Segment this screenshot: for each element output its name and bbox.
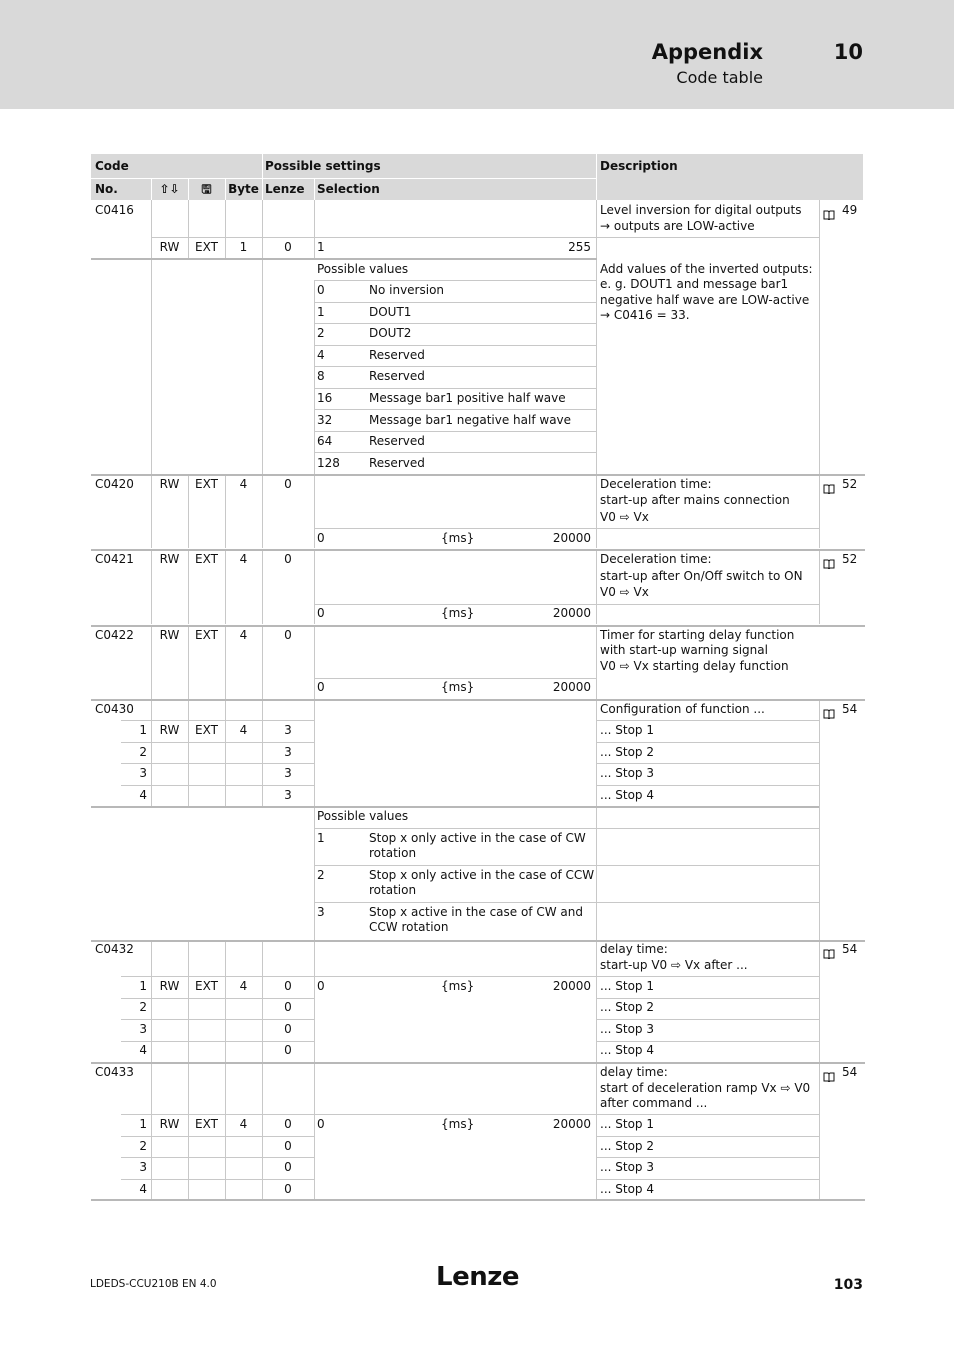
sub-desc: ... Stop 2: [600, 1000, 654, 1014]
lenze-value: 0: [284, 240, 292, 254]
storage-ext: EXT: [195, 723, 218, 737]
desc-line: start-up after On/Off switch to ON: [600, 569, 803, 583]
access-rw: RW: [159, 477, 180, 491]
byte-value: 4: [239, 979, 248, 993]
desc-line: with start-up warning signal: [600, 643, 768, 657]
value-code: 2: [317, 868, 325, 882]
sub-desc: ... Stop 3: [600, 766, 654, 780]
desc-line: V0 ⇨ Vx: [600, 510, 649, 524]
desc-line: start of deceleration ramp Vx ⇨ V0: [600, 1081, 811, 1095]
code-c0420: C0420: [95, 477, 134, 491]
value-text: Message bar1 negative half wave: [369, 413, 572, 427]
code-c0421: C0421: [95, 552, 134, 566]
book-icon: [823, 704, 835, 714]
lenze-value: 3: [284, 723, 292, 737]
book-icon: [823, 479, 835, 489]
desc-line: Level inversion for digital outputs: [600, 203, 802, 217]
access-rw: RW: [159, 1117, 180, 1131]
access-rw: RW: [159, 240, 180, 254]
section-subtitle: Code table: [676, 68, 763, 87]
value-text: No inversion: [369, 283, 445, 297]
range-max: 20000: [552, 1117, 591, 1131]
storage-ext: EXT: [195, 628, 218, 642]
value-text: CCW rotation: [369, 920, 449, 934]
value-text: Stop x active in the case of CW and: [369, 905, 583, 919]
storage-ext: EXT: [195, 240, 218, 254]
page-ref[interactable]: 52: [842, 552, 858, 566]
lenze-value: 0: [284, 552, 292, 566]
value-code: 128: [317, 456, 340, 470]
desc-line: start-up V0 ⇨ Vx after ...: [600, 958, 748, 972]
value-text: Reserved: [369, 456, 425, 470]
value-text: Stop x only active in the case of CCW: [369, 868, 595, 882]
byte-value: 4: [239, 477, 248, 491]
byte-value: 4: [239, 1117, 248, 1131]
access-rw: RW: [159, 628, 180, 642]
value-code: 1: [317, 831, 325, 845]
desc-line: delay time:: [600, 1065, 668, 1079]
code-c0422: C0422: [95, 628, 134, 642]
possible-values-label: Possible values: [317, 262, 409, 276]
subcode: 4: [139, 1043, 147, 1057]
desc-line: V0 ⇨ Vx: [600, 585, 649, 599]
access-rw: RW: [159, 552, 180, 566]
access-rw: RW: [159, 723, 180, 737]
page-ref[interactable]: 54: [842, 942, 858, 956]
subcode: 1: [139, 979, 147, 993]
range-max: 20000: [552, 979, 591, 993]
note-line: negative half wave are LOW-active: [600, 293, 810, 307]
value-code: 3: [317, 905, 325, 919]
col-no: No.: [95, 182, 118, 196]
range-unit: {ms}: [441, 979, 475, 993]
range-unit: {ms}: [441, 1117, 475, 1131]
subcode: 3: [139, 1022, 147, 1036]
range-max: 20000: [552, 680, 591, 694]
subcode: 3: [139, 1160, 147, 1174]
sub-desc: ... Stop 2: [600, 1139, 654, 1153]
access-rw: RW: [159, 979, 180, 993]
storage-ext: EXT: [195, 979, 218, 993]
note-line: → C0416 = 33.: [600, 308, 690, 322]
range-min: 0: [317, 531, 325, 545]
subcode: 2: [139, 745, 147, 759]
col-possible-settings: Possible settings: [265, 159, 381, 173]
subcode: 2: [139, 1139, 147, 1153]
subcode: 1: [139, 723, 147, 737]
sub-desc: ... Stop 2: [600, 745, 654, 759]
lenze-value: 0: [284, 1182, 292, 1196]
value-text: Reserved: [369, 434, 425, 448]
byte-value: 4: [239, 552, 248, 566]
header-band: [0, 0, 954, 109]
range-min: 0: [317, 979, 325, 993]
lenze-value: 0: [284, 1022, 292, 1036]
code-c0430: C0430: [95, 702, 134, 716]
range-min: 0: [317, 1117, 325, 1131]
range-max: 255: [568, 240, 591, 254]
sub-desc: ... Stop 1: [600, 723, 654, 737]
book-icon: [823, 205, 835, 215]
value-code: 64: [317, 434, 333, 448]
sub-desc: ... Stop 3: [600, 1022, 654, 1036]
lenze-logo: Lenze: [436, 1262, 519, 1292]
value-text: Reserved: [369, 369, 425, 383]
col-code: Code: [95, 159, 129, 173]
value-text: rotation: [369, 883, 417, 897]
value-text: DOUT1: [369, 305, 412, 319]
page-ref[interactable]: 54: [842, 702, 858, 716]
lenze-value: 0: [284, 1043, 292, 1057]
col-byte: Byte: [228, 182, 259, 196]
desc-line: → outputs are LOW-active: [600, 219, 755, 233]
page-ref[interactable]: 52: [842, 477, 858, 491]
range-unit: {ms}: [441, 531, 475, 545]
value-code: 32: [317, 413, 333, 427]
sub-desc: ... Stop 4: [600, 1043, 654, 1057]
value-code: 0: [317, 283, 325, 297]
value-text: rotation: [369, 846, 417, 860]
subcode: 3: [139, 766, 147, 780]
book-icon: [823, 1067, 835, 1077]
subcode: 1: [139, 1117, 147, 1131]
col-selection: Selection: [317, 182, 380, 196]
sub-desc: ... Stop 4: [600, 1182, 654, 1196]
value-text: Message bar1 positive half wave: [369, 391, 566, 405]
lenze-value: 0: [284, 979, 292, 993]
range-unit: {ms}: [441, 606, 475, 620]
value-text: DOUT2: [369, 326, 412, 340]
lenze-value: 0: [284, 477, 292, 491]
value-text: Reserved: [369, 348, 425, 362]
lenze-value: 3: [284, 745, 292, 759]
subcode: 2: [139, 1000, 147, 1014]
desc-line: Configuration of function ...: [600, 702, 765, 716]
page-ref[interactable]: 49: [842, 203, 858, 217]
note-line: Add values of the inverted outputs:: [600, 262, 813, 276]
col-save: 🖫: [201, 182, 212, 196]
desc-line: Timer for starting delay function: [600, 628, 795, 642]
range-min: 0: [317, 680, 325, 694]
desc-line: Deceleration time:: [600, 477, 712, 491]
storage-ext: EXT: [195, 1117, 218, 1131]
value-code: 1: [317, 305, 325, 319]
page-ref[interactable]: 54: [842, 1065, 858, 1079]
book-icon: [823, 944, 835, 954]
storage-ext: EXT: [195, 552, 218, 566]
sub-desc: ... Stop 1: [600, 979, 654, 993]
subcode: 4: [139, 1182, 147, 1196]
sub-desc: ... Stop 4: [600, 788, 654, 802]
byte-value: 4: [239, 628, 248, 642]
value-code: 2: [317, 326, 325, 340]
subcode: 4: [139, 788, 147, 802]
byte-value: 4: [239, 723, 248, 737]
range-unit: {ms}: [441, 680, 475, 694]
chapter-number: 10: [833, 40, 863, 64]
book-icon: [823, 554, 835, 564]
possible-values-label: Possible values: [317, 809, 409, 823]
range-min: 1: [317, 240, 325, 254]
col-arrows: ⇧⇩: [159, 182, 180, 196]
code-c0433: C0433: [95, 1065, 134, 1079]
range-min: 0: [317, 606, 325, 620]
lenze-value: 3: [284, 788, 292, 802]
value-code: 8: [317, 369, 325, 383]
value-code: 16: [317, 391, 333, 405]
range-max: 20000: [552, 606, 591, 620]
range-max: 20000: [552, 531, 591, 545]
document-id: LDEDS-CCU210B EN 4.0: [90, 1278, 217, 1290]
page-number: 103: [833, 1277, 863, 1293]
sub-desc: ... Stop 3: [600, 1160, 654, 1174]
col-lenze: Lenze: [265, 182, 305, 196]
lenze-value: 0: [284, 1000, 292, 1014]
desc-line: after command ...: [600, 1096, 708, 1110]
code-c0432: C0432: [95, 942, 134, 956]
desc-line: Deceleration time:: [600, 552, 712, 566]
lenze-value: 0: [284, 1139, 292, 1153]
col-description: Description: [600, 159, 678, 173]
value-text: Stop x only active in the case of CW: [369, 831, 586, 845]
lenze-value: 3: [284, 766, 292, 780]
code-c0416: C0416: [95, 203, 134, 217]
lenze-value: 0: [284, 628, 292, 642]
desc-line: delay time:: [600, 942, 668, 956]
lenze-value: 0: [284, 1160, 292, 1174]
note-line: e. g. DOUT1 and message bar1: [600, 277, 789, 291]
storage-ext: EXT: [195, 477, 218, 491]
desc-line: start-up after mains connection: [600, 493, 790, 507]
byte-value: 1: [239, 240, 248, 254]
value-code: 4: [317, 348, 325, 362]
lenze-value: 0: [284, 1117, 292, 1131]
section-title: Appendix: [651, 40, 763, 64]
sub-desc: ... Stop 1: [600, 1117, 654, 1131]
desc-line: V0 ⇨ Vx starting delay function: [600, 659, 789, 673]
